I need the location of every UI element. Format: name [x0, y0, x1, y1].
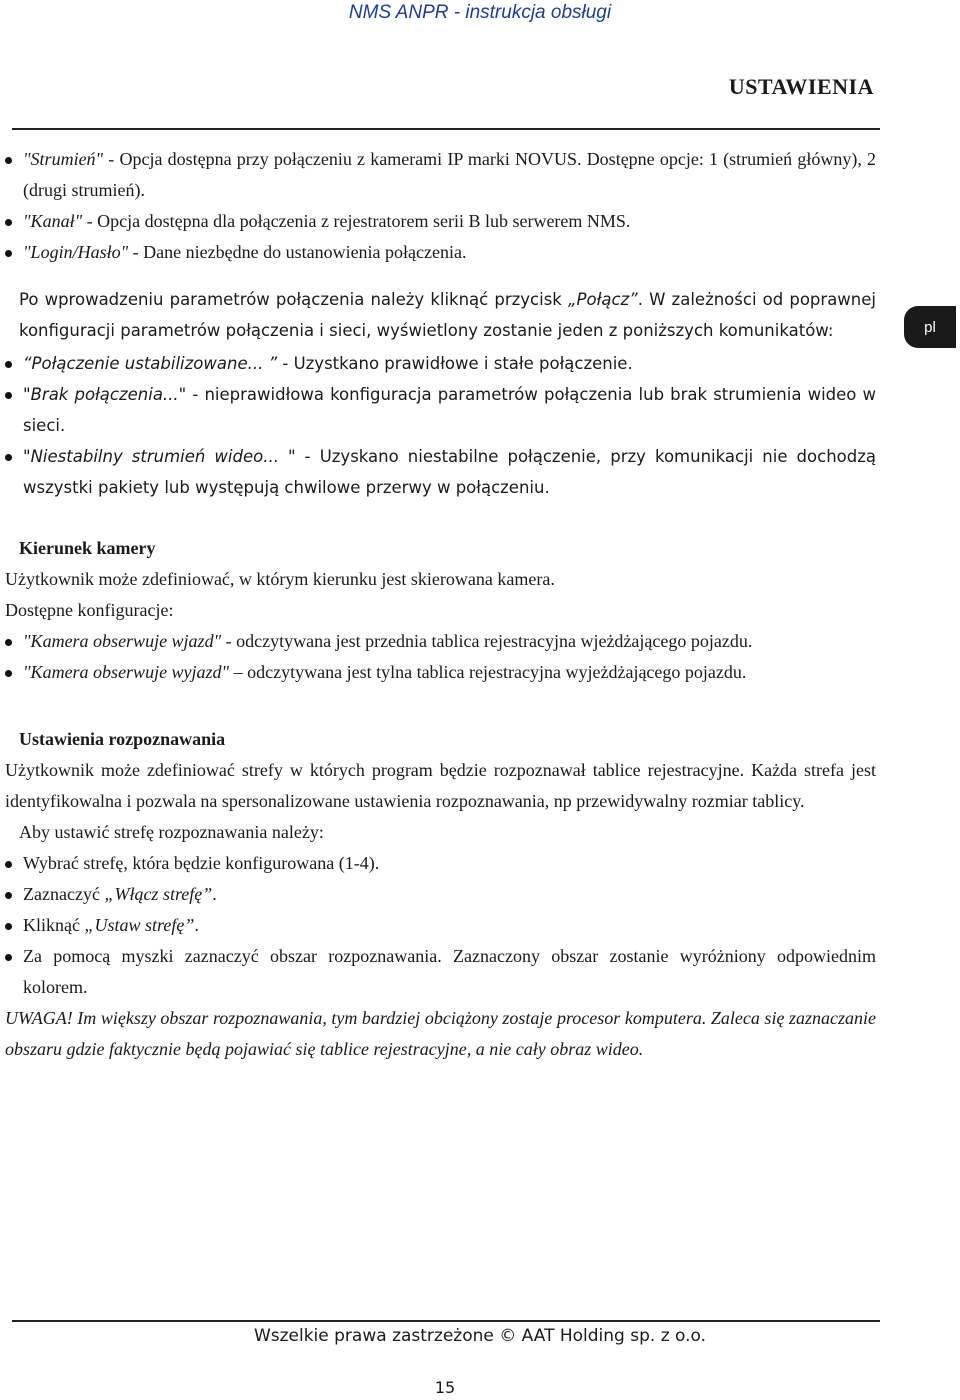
bullet-icon: [5, 670, 12, 677]
list-item: [5, 144, 876, 206]
header-rule: [12, 128, 880, 130]
list-item: [5, 626, 876, 657]
list-item: [5, 379, 876, 441]
message-term: "Niestabilny strumień wideo... ": [23, 447, 296, 466]
list-item: [5, 441, 876, 503]
copyright-footer: Wszelkie prawa zastrzeżone © AAT Holding sp. z o.o.: [253, 1326, 707, 1346]
bullet-icon: [5, 639, 12, 646]
list-item: [5, 348, 876, 379]
section-title: USTAWIENIA: [728, 74, 874, 99]
bullet-icon: [5, 861, 12, 868]
list-item: [5, 848, 876, 879]
messages-list: [5, 348, 876, 503]
message-term: "Brak połączenia...": [23, 385, 187, 404]
recognition-settings-heading: Ustawienia rozpoznawania: [19, 729, 226, 749]
bullet-icon: [5, 250, 12, 257]
connect-button-name: „Połącz”: [568, 290, 638, 309]
bullet-icon: [5, 892, 12, 899]
bullet-icon: [5, 219, 12, 226]
footer-rule: [12, 1320, 880, 1322]
camera-direction-configs-label: Dostępne konfiguracje:: [5, 600, 174, 620]
direction-description: - odczytywana jest przednia tablica rejestracyjna wjeżdżającego pojazdu.: [221, 631, 753, 651]
option-description: - Opcja dostępna przy połączeniu z kamerami IP marki NOVUS. Dostępne opcje: 1 (strumień główny), 2 (drugi strumień).: [23, 149, 876, 200]
step-text: Zaznaczyć: [23, 884, 105, 904]
direction-term: "Kamera obserwuje wyjazd": [23, 662, 230, 682]
option-term: "Kanał": [23, 211, 83, 231]
bullet-icon: [5, 954, 12, 961]
bullet-icon: [5, 454, 12, 461]
step-emphasis: „Ustaw strefę”: [84, 915, 195, 935]
list-item: [5, 237, 876, 268]
connect-text: Po wprowadzeniu parametrów połączenia należy kliknąć przycisk: [19, 290, 568, 309]
message-description: - Uzyskano niestabilne połączenie, przy komunikacji nie dochodzą wszystki pakiety lub występują chwilowe przerwy w połączeniu.: [23, 447, 876, 497]
option-description: - Dane niezbędne do ustanowienia połączenia.: [128, 242, 467, 262]
warning-note: UWAGA! Im większy obszar rozpoznawania, tym bardziej obciążony zostaje procesor komputera. Zaleca się zaznaczanie obszaru gdzie faktycznie będą pojawiać się tablice rejestracyjne, a nie cały obraz wideo.: [5, 1008, 876, 1059]
list-item: [5, 206, 876, 237]
direction-description: – odczytywana jest tylna tablica rejestracyjna wyjeżdżającego pojazdu.: [229, 662, 747, 682]
recognition-steps-list: [5, 848, 876, 1003]
message-term: “Połączenie ustabilizowane... ”: [23, 354, 278, 373]
option-term: "Login/Hasło": [23, 242, 129, 262]
step-text-end: .: [212, 884, 217, 904]
page-content: [5, 144, 876, 1065]
page-number: 15: [434, 1378, 456, 1397]
message-description: - Uzystkano prawidłowe i stałe połączenie.: [277, 354, 633, 373]
list-item: [5, 941, 876, 1003]
list-item: [5, 657, 876, 688]
camera-direction-text: Użytkownik może zdefiniować, w którym kierunku jest skierowana kamera.: [5, 569, 555, 589]
message-description: - nieprawidłowa konfiguracja parametrów połączenia lub brak strumienia wideo w sieci.: [23, 385, 876, 435]
connect-paragraph: [5, 284, 876, 346]
list-item: [5, 910, 876, 941]
language-badge: pl: [904, 306, 956, 348]
step-text: Za pomocą myszki zaznaczyć obszar rozpoznawania. Zaznaczony obszar zostanie wyróżniony odpowiednim kolorem.: [23, 946, 876, 997]
recognition-settings-paragraph: Użytkownik może zdefiniować strefy w których program będzie rozpoznawał tablice rejestracyjne. Każda strefa jest identyfikowalna i pozwala na spersonalizowane ustawienia rozpoznawania, np przewidywalny rozmiar tablicy.: [5, 760, 876, 811]
recognition-intro: Aby ustawić strefę rozpoznawania należy:: [19, 822, 324, 842]
camera-direction-list: [5, 626, 876, 688]
step-text-end: .: [194, 915, 199, 935]
connect-text-continued: . W zależności od poprawnej konfiguracji parametrów połączenia i sieci, wyświetlony zostanie jeden z poniższych komunikatów:: [19, 290, 876, 340]
step-emphasis: „Włącz strefę”: [104, 884, 213, 904]
step-text: Kliknąć: [23, 915, 85, 935]
option-description: - Opcja dostępna dla połączenia z rejestratorem serii B lub serwerem NMS.: [82, 211, 631, 231]
step-text: Wybrać strefę, która będzie konfigurowana (1-4).: [23, 853, 380, 873]
options-list: [5, 144, 876, 268]
bullet-icon: [5, 361, 12, 368]
bullet-icon: [5, 923, 12, 930]
camera-direction-heading: Kierunek kamery: [19, 538, 156, 558]
option-term: "Strumień": [23, 149, 104, 169]
document-header: NMS ANPR - instrukcja obsługi: [348, 2, 612, 23]
direction-term: "Kamera obserwuje wjazd": [23, 631, 222, 651]
list-item: [5, 879, 876, 910]
bullet-icon: [5, 157, 12, 164]
bullet-icon: [5, 392, 12, 399]
